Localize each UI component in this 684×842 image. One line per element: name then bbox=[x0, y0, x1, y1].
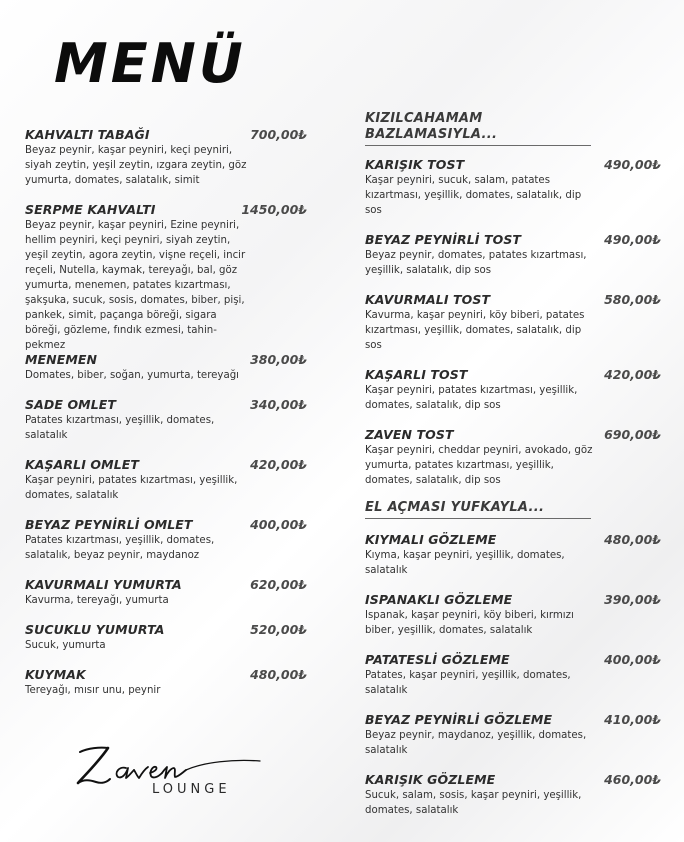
item-price: 480,00₺ bbox=[604, 532, 661, 547]
menu-item bbox=[365, 157, 661, 218]
section-title: KIZILCAHAMAM BAZLAMASIYLA... bbox=[365, 111, 591, 146]
item-description: Beyaz peynir, kaşar peyniri, Ezine peyniri, hellim peyniri, keçi peyniri, siyah zeytin, yeşil zeytin, agora zeytin, vişne reçeli, incir reçeli, Nutella, kaymak, tereyağı, bal, göz yumurta, menemen, patates kızartması, şakşuka, sucuk, sosis, domates, biber, pişi, pankek, simit, paçanga böreği, sigara böreği, gözleme, fındık ezmesi, tahin-pekmez bbox=[25, 220, 246, 351]
item-price: 380,00₺ bbox=[250, 352, 307, 367]
item-price: 620,00₺ bbox=[250, 577, 307, 592]
menu-title: MENÜ bbox=[54, 32, 246, 95]
menu-item bbox=[365, 292, 661, 353]
menu-item bbox=[25, 202, 307, 353]
item-price: 480,00₺ bbox=[250, 667, 307, 682]
item-description: Patates, kaşar peyniri, yeşillik, domates, salatalık bbox=[365, 670, 571, 696]
item-description: Tereyağı, mısır unu, peynir bbox=[25, 685, 161, 696]
menu-item bbox=[365, 652, 661, 698]
item-description: Sucuk, yumurta bbox=[25, 640, 106, 651]
item-price: 410,00₺ bbox=[604, 712, 661, 727]
item-description: Kavurma, kaşar peyniri, köy biberi, patates kızartması, yeşillik, domates, salatalık, dip sos bbox=[365, 310, 585, 351]
item-name: KAVURMALI YUMURTA bbox=[25, 577, 182, 592]
item-description: Ispanak, kaşar peyniri, köy biberi, kırmızı biber, yeşillik, domates, salatalık bbox=[365, 610, 574, 636]
item-description: Kavurma, tereyağı, yumurta bbox=[25, 595, 169, 606]
item-name: BEYAZ PEYNİRLİ TOST bbox=[365, 232, 522, 247]
item-price: 490,00₺ bbox=[604, 157, 661, 172]
item-name: ISPANAKLI GÖZLEME bbox=[365, 592, 513, 607]
item-price: 580,00₺ bbox=[604, 292, 661, 307]
item-description: Kaşar peyniri, sucuk, salam, patates kızartması, yeşillik, domates, salatalık, dip sos bbox=[365, 175, 582, 216]
item-description: Kaşar peyniri, cheddar peyniri, avokado, göz yumurta, patates kızartması, yeşillik, domates, salatalık, dip sos bbox=[365, 445, 593, 486]
menu-item bbox=[25, 127, 307, 188]
item-name: KAŞARLI TOST bbox=[365, 367, 468, 382]
item-description: Beyaz peynir, kaşar peyniri, keçi peyniri, siyah zeytin, yeşil zeytin, ızgara zeytin, göz yumurta, domates, salatalık, simit bbox=[25, 145, 247, 186]
item-description: Kıyma, kaşar peyniri, yeşillik, domates, salatalık bbox=[365, 550, 565, 576]
item-description: Kaşar peyniri, patates kızartması, yeşillik, domates, salatalık bbox=[25, 475, 238, 501]
item-price: 520,00₺ bbox=[250, 622, 307, 637]
item-description: Sucuk, salam, sosis, kaşar peyniri, yeşillik, domates, salatalık bbox=[365, 790, 582, 816]
item-price: 340,00₺ bbox=[250, 397, 307, 412]
menu-item bbox=[365, 367, 661, 413]
item-description: Domates, biber, soğan, yumurta, tereyağı bbox=[25, 370, 240, 381]
item-price: 460,00₺ bbox=[604, 772, 661, 787]
menu-item bbox=[25, 577, 307, 608]
item-name: SADE OMLET bbox=[25, 397, 117, 412]
logo-subtitle: LOUNGE bbox=[152, 782, 231, 797]
item-name: BEYAZ PEYNİRLİ GÖZLEME bbox=[365, 712, 553, 727]
item-name: SUCUKLU YUMURTA bbox=[25, 622, 165, 637]
item-name: KARIŞIK GÖZLEME bbox=[365, 772, 496, 787]
item-name: BEYAZ PEYNİRLİ OMLET bbox=[25, 517, 193, 532]
item-price: 420,00₺ bbox=[604, 367, 661, 382]
item-name: KARIŞIK TOST bbox=[365, 157, 465, 172]
item-name: PATATESLİ GÖZLEME bbox=[365, 652, 510, 667]
item-price: 390,00₺ bbox=[604, 592, 661, 607]
menu-item bbox=[365, 232, 661, 278]
item-description: Beyaz peynir, maydanoz, yeşillik, domates, salatalık bbox=[365, 730, 587, 756]
item-name: MENEMEN bbox=[25, 352, 98, 367]
menu-item bbox=[25, 397, 307, 443]
item-description: Patates kızartması, yeşillik, domates, salatalık bbox=[25, 415, 215, 441]
item-description: Patates kızartması, yeşillik, domates, salatalık, beyaz peynir, maydanoz bbox=[25, 535, 215, 561]
item-name: KUYMAK bbox=[25, 667, 86, 682]
menu-item bbox=[25, 517, 307, 563]
item-name: KAVURMALI TOST bbox=[365, 292, 491, 307]
item-price: 700,00₺ bbox=[250, 127, 307, 142]
item-name: SERPME KAHVALTI bbox=[25, 202, 156, 217]
menu-item bbox=[25, 622, 307, 653]
menu-item bbox=[365, 772, 661, 818]
item-price: 420,00₺ bbox=[250, 457, 307, 472]
menu-item bbox=[365, 592, 661, 638]
item-name: ZAVEN TOST bbox=[365, 427, 454, 442]
menu-item bbox=[25, 352, 307, 383]
item-price: 690,00₺ bbox=[604, 427, 661, 442]
item-name: KAHVALTI TABAĞI bbox=[25, 127, 150, 142]
item-description: Kaşar peyniri, patates kızartması, yeşillik, domates, salatalık, dip sos bbox=[365, 385, 578, 411]
zaven-lounge-logo bbox=[74, 742, 264, 802]
menu-item bbox=[365, 532, 661, 578]
item-name: KIYMALI GÖZLEME bbox=[365, 532, 497, 547]
item-price: 400,00₺ bbox=[250, 517, 307, 532]
item-price: 1450,00₺ bbox=[241, 202, 307, 217]
menu-item bbox=[25, 667, 307, 698]
item-price: 490,00₺ bbox=[604, 232, 661, 247]
item-price: 400,00₺ bbox=[604, 652, 661, 667]
zaven-script-logo-icon bbox=[74, 742, 264, 787]
menu-item bbox=[25, 457, 307, 503]
menu-item bbox=[365, 712, 661, 758]
menu-item bbox=[365, 427, 661, 488]
item-name: KAŞARLI OMLET bbox=[25, 457, 140, 472]
item-description: Beyaz peynir, domates, patates kızartması, yeşillik, salatalık, dip sos bbox=[365, 250, 587, 276]
section-title: EL AÇMASI YUFKAYLA... bbox=[365, 500, 591, 519]
